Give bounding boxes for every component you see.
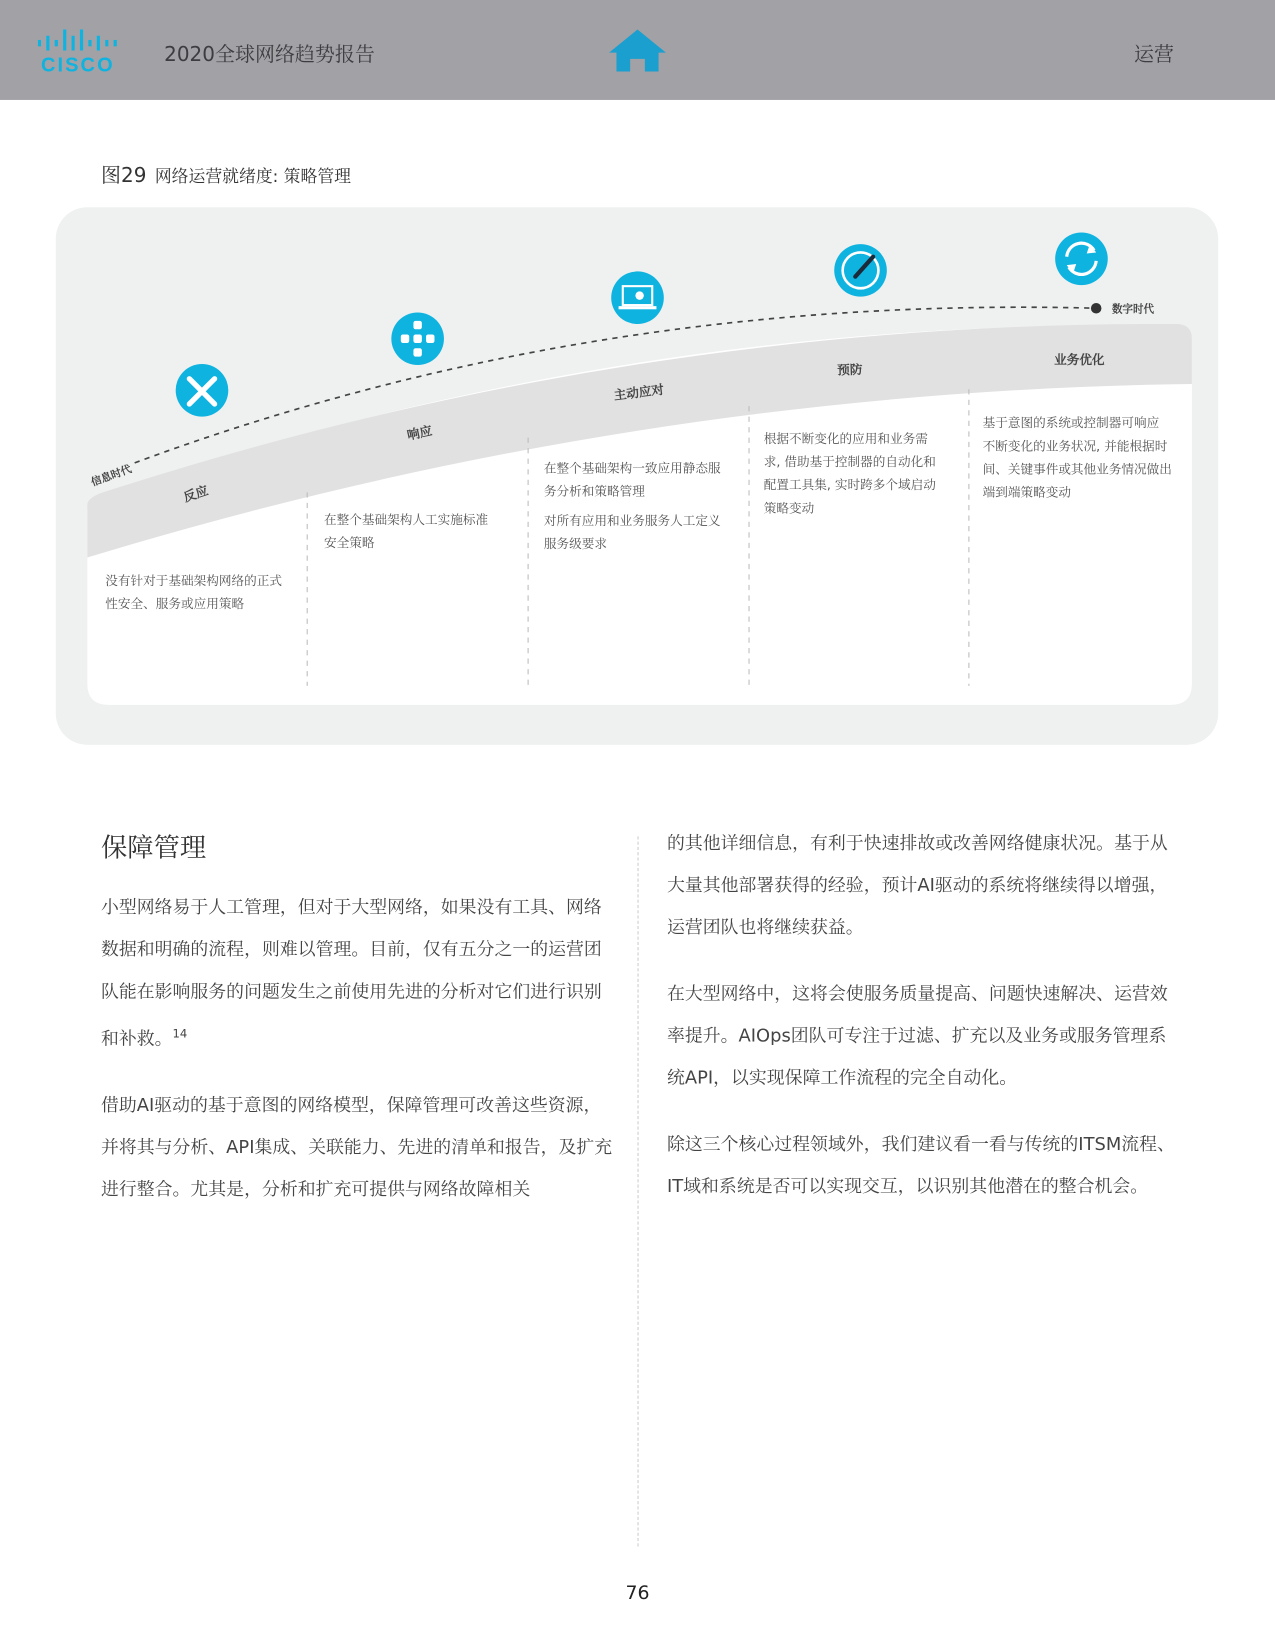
sync-icon: [1055, 232, 1108, 285]
svg-text:CISCO: CISCO: [40, 54, 115, 74]
paragraph: 小型网络易于人工管理，但对于大型网络，如果没有工具、网络数据和明确的流程，则难以管理。目前，仅有五分之一的运营团队能在影响服务的问题发生之前使用先进的分析对它们进行识别和补救。$^{14}$: [100, 897, 602, 1050]
column-divider: [638, 836, 639, 1546]
page-number: 76: [625, 1582, 650, 1605]
speedometer-icon: [834, 244, 887, 297]
section-label: 运营: [1134, 43, 1175, 67]
document-title: 2020全球网络趋势报告: [164, 43, 375, 67]
end-dot: [1091, 303, 1102, 314]
start-label: 信息时代: [89, 463, 134, 489]
paragraph: 除这三个核心过程领域外，我们建议看一看与传统的ITSM流程、IT域和系统是否可以实现交互，以识别其他潜在的整合机会。: [666, 1134, 1175, 1198]
tools-icon: [176, 364, 229, 417]
stage-description: 在整个基础架构人工实施标准 安全策略: [324, 512, 489, 551]
stage-description: 基于意图的系统或控制器可响应 不断变化的业务状况, 并能根据时 间、关键事件或其他业务情况做出 端到端策略变动: [982, 415, 1172, 500]
figure-number: 图29: [100, 164, 147, 188]
stage-description: 没有针对于基础架构网络的正式 性安全、服务或应用策略: [105, 573, 282, 612]
stage-label: 主动应对: [612, 381, 665, 403]
footnote-ref[interactable]: 14: [172, 1026, 188, 1041]
section-heading: 保障管理: [100, 832, 207, 863]
maturity-diagram: [0, 0, 1275, 757]
stage-label: 响应: [405, 422, 434, 443]
left-column: [101, 887, 612, 1235]
paragraph: 借助AI驱动的基于意图的网络模型，保障管理可改善这些资源，并将其与分析、API集成、关联能力、先进的清单和报告，及扩充进行整合。尤其是，分析和扩充可提供与网络故障相关: [100, 1094, 613, 1200]
stage-description: 在整个基础架构一致应用静态服 务分析和策略管理 对所有应用和业务服务人工定义 服务级要求: [543, 460, 721, 552]
stage-label: 业务优化: [1054, 351, 1105, 367]
stage-label: 预防: [836, 361, 863, 378]
laptop-gear-icon: [611, 271, 664, 324]
stage-description: 根据不断变化的应用和业务需 求, 借助基于控制器的自动化和 配置工具集, 实时跨多个域启动 策略变动: [763, 431, 936, 516]
right-column: [667, 823, 1178, 1232]
paragraph: 在大型网络中，这将会使服务质量提高、问题快速解决、运营效率提升。AIOps团队可专注于过滤、扩充以及业务或服务管理系统API，以实现保障工作流程的完全自动化。: [666, 983, 1168, 1089]
stage-label: 反应: [181, 482, 211, 505]
figure-title: 网络运营就绪度: 策略管理: [154, 166, 352, 187]
paragraph: 的其他详细信息，有利于快速排故或改善网络健康状况。基于从大量其他部署获得的经验，预计AI驱动的系统将继续得以增强，运营团队也将继续获益。: [666, 833, 1168, 939]
network-nodes-icon: [391, 312, 444, 365]
end-label: 数字时代: [1111, 303, 1155, 316]
